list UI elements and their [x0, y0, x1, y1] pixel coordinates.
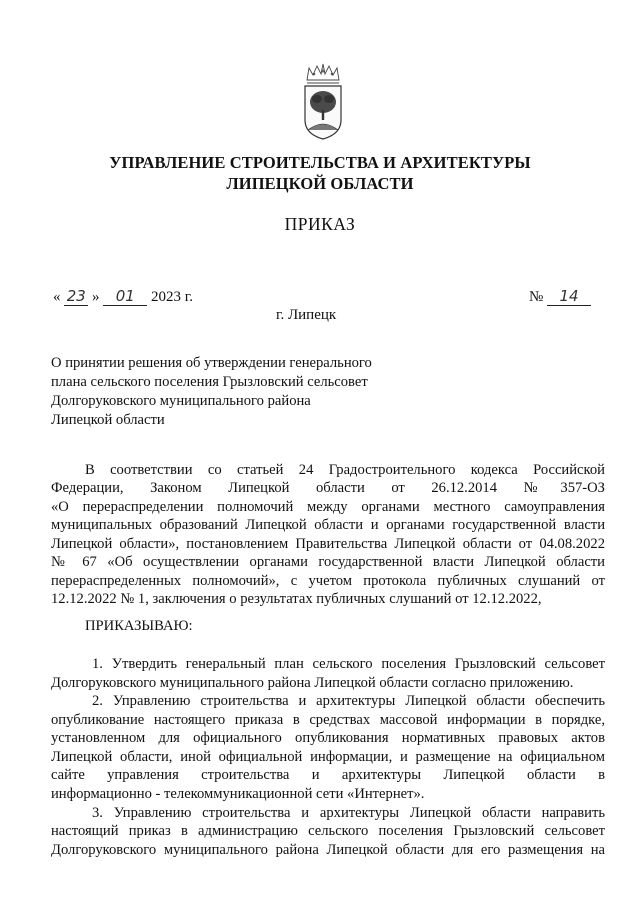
order-item-line: 2. Управлению строительства и архитектуры Липецкой области обеспечить	[92, 693, 605, 709]
order-item-line: Долгоруковского муниципального района Липецкой области согласно приложению.	[51, 675, 574, 691]
order-item-line: Липецкой области, иной официальной информации, и размещение на официальном	[51, 749, 605, 765]
date-open-quote: «	[53, 289, 61, 305]
order-item-line: Долгоруковского муниципального района Липецкой области для его размещения на	[51, 842, 605, 858]
preamble-line: перераспределенных полномочий», с учетом протокола публичных слушаний от	[51, 573, 605, 589]
document-number	[529, 287, 591, 306]
subject-line: О принятии решения об утверждении генерального	[51, 355, 372, 371]
preamble-line: муниципальных образований Липецкой области и органами государственной власти	[51, 517, 605, 533]
document-date	[53, 287, 193, 306]
order-word: ПРИКАЗЫВАЮ:	[85, 618, 193, 634]
order-item-line: опубликование настоящего приказа в средствах массовой информации в порядке,	[51, 712, 605, 728]
preamble-line: № 67 «Об осуществлении органами государственной власти Липецкой области	[51, 554, 605, 570]
date-close-quote: »	[92, 289, 100, 305]
order-item-line: информационно - телекоммуникационной сети «Интернет».	[51, 786, 425, 802]
subject-line: плана сельского поселения Грызловский сельсовет	[51, 374, 368, 390]
organization-name-line1: УПРАВЛЕНИЕ СТРОИТЕЛЬСТВА И АРХИТЕКТУРЫ	[109, 153, 531, 172]
number-value: 14	[547, 287, 591, 306]
subject-line: Липецкой области	[51, 412, 165, 428]
order-item-line: настоящий приказ в администрацию сельского поселения Грызловский сельсовет	[51, 823, 605, 839]
preamble-line: «О перераспределении полномочий между органами местного самоуправления	[51, 499, 605, 515]
number-label: №	[529, 289, 544, 305]
coat-of-arms-emblem	[302, 62, 344, 140]
order-item-line: сайте управления строительства и архитектуры Липецкой области в	[51, 767, 605, 783]
date-day: 23	[64, 287, 88, 306]
preamble-line: Липецкой области», постановлением Правительства Липецкой области от 04.08.2022	[51, 536, 605, 552]
order-item-line: 3. Управлению строительства и архитектуры Липецкой области направить	[92, 805, 605, 821]
document-title: ПРИКАЗ	[284, 214, 356, 234]
preamble-line: В соответствии со статьей 24 Градостроительного кодекса Российской	[85, 462, 605, 478]
date-year: 2023 г.	[151, 289, 193, 305]
preamble-line: 12.12.2022 № 1, заключения о результатах публичных слушаний от 12.12.2022,	[51, 591, 542, 607]
preamble-line: Федерации, Законом Липецкой области от 26.12.2014 №357-ОЗ	[51, 480, 605, 496]
organization-name-line2: ЛИПЕЦКОЙ ОБЛАСТИ	[226, 174, 414, 193]
subject-line: Долгоруковского муниципального района	[51, 393, 311, 409]
city: г. Липецк	[276, 307, 337, 323]
order-item-line: 1. Утвердить генеральный план сельского поселения Грызловский сельсовет	[92, 656, 605, 672]
order-item-line: установленном для официального опубликования нормативных правовых актов	[51, 730, 605, 746]
date-month: 01	[103, 287, 147, 306]
